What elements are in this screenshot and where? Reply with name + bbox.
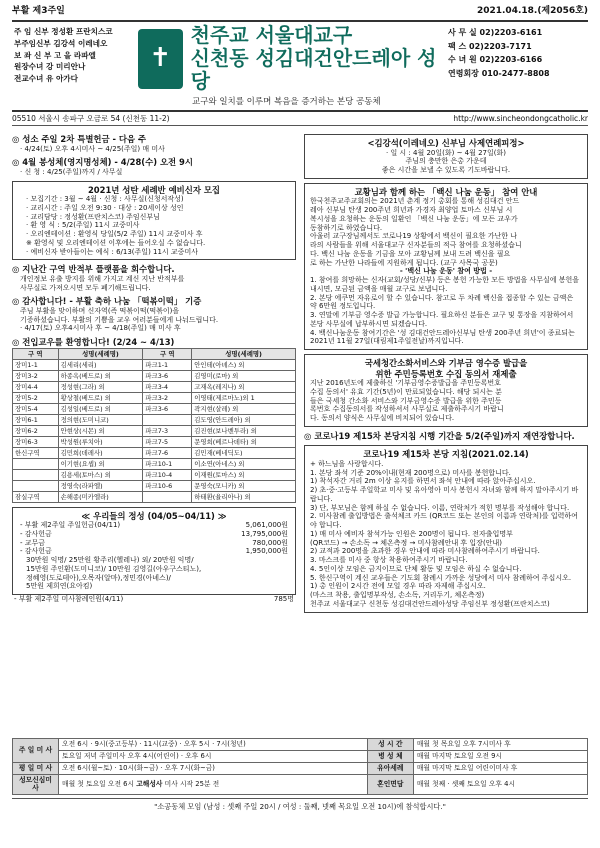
table-cell: 파크3-6 xyxy=(143,370,192,381)
schedule-label: 주 일 미 사 xyxy=(13,739,59,763)
table-cell: 장미5-2 xyxy=(13,392,59,403)
offering-label: - 교무금 xyxy=(20,538,46,547)
notice-line: 개인정보 유출 방지를 위해 가지고 계신 지난 반적부를 xyxy=(20,274,185,283)
table-header: 성명(세례명) xyxy=(58,348,143,359)
notice-line: 좋은 시간을 보낼 수 있도록 기도바랍니다. xyxy=(381,166,511,174)
address-bar xyxy=(12,112,588,126)
parish-title-area xyxy=(132,22,448,110)
guideline-line: 3. 마스크를 미사 중 항상 착용하여주시기 바랍니다. xyxy=(310,556,468,564)
notice-line: · 4/17(토) 오후4시미사 후 ~ 4/18(주일) 매 미사 후 xyxy=(20,324,181,333)
notice-line: 라의 사람들을 위해 서울대교구 신자분들의 적극 참여를 요청하셨습니 xyxy=(310,241,522,249)
left-column xyxy=(12,130,296,734)
notice-line: 한국천주교주교회의는 2021년 춘계 정기 총회를 통해 성김대건 안드 xyxy=(310,197,520,206)
table-cell: 한신구역 xyxy=(13,447,59,458)
list-item: 4. 백신나눔운동 참여기간은 '성 김대건안드레아신부님 탄생 200주년 희년'이 종료되는 2021년 11월 27일(대림제1주일전날)까지입니다. xyxy=(310,328,575,346)
offering-amount: 5,061,000원 xyxy=(245,521,288,529)
clergy-item: 보 좌 신 부 고 을 라파엘 xyxy=(14,50,96,60)
table-cell: 장미4-4 xyxy=(13,381,59,392)
table-cell: 김세리(세리) xyxy=(58,359,143,370)
table-row xyxy=(13,480,296,491)
guideline-line: 2) 초·중·고등부 주일학교 미사 및 유아영아 미사 봉헌시 자녀와 함께 하지 말아주시기 바랍니다. xyxy=(310,486,579,503)
notice-line: 동참하기로 하였습니다. xyxy=(310,223,383,232)
table-cell: 장미1-1 xyxy=(13,359,59,370)
notice-title: ◎ 감사합니다! - 부활 축하 나눔 「떡볶이떡」 기증 xyxy=(12,296,202,307)
notice-line: · 일 시 : 4월 20일(화) ~ 4월 27일(화) xyxy=(386,148,506,157)
footer-note: "소공동체 모임 (남성 : 셋째 주일 20시 / 여성 : 둘째, 넷째 목요일 오전 10시)에 참석합시다." xyxy=(12,798,588,811)
attendance-row xyxy=(12,595,296,604)
schedule-label: 혼인면담 xyxy=(367,775,413,795)
notice-title: ◎ 코로나19 제15차 본당지침 시행 기간을 5/2(주일)까지 재연장합니다. xyxy=(304,430,575,441)
table-cell xyxy=(13,480,59,491)
table-cell: 손해종(미카엘라) xyxy=(58,491,143,502)
schedule-value: 오전 6시 · 9시(중고등부) · 11시(교중) · 오후 5시 · 7시(청년) xyxy=(59,739,368,751)
contact-item: 팩 스 02)2203-7171 xyxy=(448,41,532,51)
offering-amount: 780,000원 xyxy=(252,538,288,547)
parish-name: 신천동 성김대건안드레아 성당 xyxy=(190,46,437,94)
notice-line: 록번호 수집동의서를 작성하셔서 사무실로 제출하주시기 바랍니 xyxy=(310,405,504,414)
table-cell: 이소연(아네스) 외 xyxy=(192,458,296,469)
top-line xyxy=(12,6,588,18)
notice-line: · 교리담당 : 정성환(프란치스코) 주임신부님 xyxy=(26,212,160,221)
table-cell: 정의현(도미니코) xyxy=(58,414,143,425)
notice-line: · 4/24(토) 오후 4시미사 ~ 4/25(주일) 매 미사 xyxy=(20,144,165,153)
table-row xyxy=(13,359,296,370)
offering-label: - 감사헌금 xyxy=(20,547,52,556)
notice-title: ◎ 전입교우를 환영합니다! (2/24 ~ 4/13) xyxy=(12,337,175,347)
table-cell: 파크1-1 xyxy=(143,359,192,370)
schedule-label: 성모신심미사 xyxy=(13,775,59,795)
clergy-item: 부주임신부 김강석 이레네오 xyxy=(14,38,108,48)
table-cell: 황상철(베드로) 외 xyxy=(58,392,143,403)
table-cell: 고재옥(레지나) 외 xyxy=(192,381,296,392)
notice-line: 30만원 익명/ 25만원 황주리(헬레나) 외/ 20만원 익명/ xyxy=(26,556,194,564)
notice-line: · 환 영 식 : 5/2(주일) 11시 교중미사 xyxy=(26,221,140,230)
list-item: 2. 본당 에쿠먼 자유로이 할 수 있습니다. 참고로 두 차례 백신을 접종할 수 있는 금액은 약 6만원 정도입니다. xyxy=(310,293,574,311)
box-title: 교황님과 함께 하는 「백신 나눔 운동」 참여 안내 xyxy=(354,186,538,197)
guideline-line: 5. 한신구역이 계신 교우들은 기도회 참례시 가까운 성당에서 미사 참례하여 주십시오. xyxy=(310,573,572,582)
schedule-value: 토요일 저녁 주일미사 오후 4시(어린이) · 오후 6시 xyxy=(59,751,368,763)
table-cell: 잠실구역 xyxy=(13,491,59,502)
box-title: 2021년 성탄 세례반 예비신자 모집 xyxy=(87,184,221,195)
guideline-line: 3) 단, 부모님은 함께 하실 수 없습니다. 이름, 연락처가 적힌 명부를 작성해야 합니다. xyxy=(310,503,570,512)
issue-sunday: 부활 제3주일 xyxy=(12,6,65,16)
clergy-item: 원장수녀 강 미리안나 xyxy=(14,62,86,72)
parish-logo-icon: ✝ xyxy=(138,29,183,89)
attendance-label: - 부활 제2주일 미사참례인원(4/11) xyxy=(14,595,124,603)
table-cell: 파크3-2 xyxy=(143,392,192,403)
notice-line: 15만원 주인환(도미니코)/ 10만원 김영길(아우구스티노), xyxy=(26,564,202,573)
table-row xyxy=(13,425,296,436)
table-cell: 김성일(베드로) 외 xyxy=(58,403,143,414)
clergy-item: 전교수녀 유 아가다 xyxy=(14,74,78,84)
table-cell: 이기현(요셉) 외 xyxy=(58,458,143,469)
schedule-label: 유아세례 xyxy=(367,763,413,775)
table-row xyxy=(18,521,290,530)
table-cell: 장미6-3 xyxy=(13,436,59,447)
table-cell xyxy=(143,414,192,425)
notice-title: ◎ 성소 주일 2차 특별헌금 - 다음 주 xyxy=(12,134,147,144)
table-cell: 김영미(로마) 외 xyxy=(192,370,296,381)
table-cell xyxy=(13,469,59,480)
issue-date: 2021.04.18.(제2056호) xyxy=(476,6,588,16)
table-cell: 파크7-6 xyxy=(143,447,192,458)
table-cell: 김민재(베네딕도) xyxy=(192,447,296,458)
baptism-class-box xyxy=(12,181,296,261)
notice-line: 정혜영(도로테아),오목자(알마),정민경(아녜스)/ xyxy=(26,573,171,582)
offering-amount: 1,950,000원 xyxy=(245,547,288,556)
table-cell: 이재원(토마스) 외 xyxy=(192,469,296,480)
postal-address: 05510 서울시 송파구 오금로 54 (신천동 11-2) xyxy=(12,114,170,123)
notice-line: · 신 청 : 4/25(주일)까지 / 사무실 xyxy=(20,167,123,176)
table-header: 구 역 xyxy=(143,348,192,359)
schedule-value: 매월 첫 목요일 오후 7시미사 후 xyxy=(413,739,587,751)
table-cell: 파크7-3 xyxy=(143,425,192,436)
table-row xyxy=(13,403,296,414)
table-row xyxy=(13,392,296,403)
table-cell: 파크3-6 xyxy=(143,403,192,414)
table-cell: 이영태(제르마노)외 1 xyxy=(192,392,296,403)
schedule-value: 매월 마지막 토요일 오전 9시 xyxy=(413,751,587,763)
table-row xyxy=(13,447,296,458)
guideline-line: 2) 교적과 200명을 초과한 경우 안내에 따라 미사참례하여주시기 바랍니다. xyxy=(310,547,540,556)
table-cell: 파크10-4 xyxy=(143,469,192,480)
table-cell: 장미3-2 xyxy=(13,370,59,381)
guideline-line: 천주교 서울대교구 신천동 성김대건안드레아성당 주임신부 정성환(프란치스코) xyxy=(310,599,550,608)
box-title: 국세청간소화서비스와 기부금 영수증 발급을 xyxy=(364,358,528,368)
clergy-list xyxy=(12,22,132,110)
notice-line: 들은 국세청 간소화 서비스와 기부금영수증 발급을 위한 주민등 xyxy=(310,396,502,405)
table-row xyxy=(13,458,296,469)
table-cell: 하종옥(베드로) 외 xyxy=(58,370,143,381)
table-row xyxy=(18,530,290,539)
contact-item: 사 무 실 02)2203-6161 xyxy=(448,28,543,37)
guideline-line: 1) 총 인원이 2시간 전에 모일 경우 따라 자제해 주십시오. xyxy=(310,582,486,591)
table-cell: 파크10-1 xyxy=(143,458,192,469)
guideline-line: 2. 미사참례 출입방법은 출석체크 카드 (QR코드 또는 본인의 이름과 연락처)를 입력하여야 합니다. xyxy=(310,512,578,529)
table-cell: 곽지현(살레) 외 xyxy=(192,403,296,414)
schedule-value: 매월 첫 토요일 오전 6시 고해성사 미사 시작 25분 전 xyxy=(59,775,368,795)
table-cell: 장미5-4 xyxy=(13,403,59,414)
offering-box xyxy=(12,507,296,596)
notice-line: · 교리시간 : 주일 오전 9:30 · 대상 : 20세이상 성인 xyxy=(26,203,184,212)
table-row xyxy=(13,370,296,381)
offering-label: - 감사헌금 xyxy=(20,529,52,538)
notice-line: · 모집기간 : 3월 ~ 4월 · 신청 : 사무실(신청서작성) xyxy=(26,195,184,203)
table-row xyxy=(13,414,296,425)
schedule-label: 고해성사 xyxy=(136,780,163,789)
schedule-label: 병 성 체 xyxy=(367,751,413,763)
notice-line: 기증하셨습니다. 부활의 기쁨을 교우 여러분들에게 나눠드립니다. xyxy=(20,315,219,324)
table-cell: 김도영(안드레아) 외 xyxy=(192,414,296,425)
notice-line: ※ 환영식 및 오리엔테이션 이후에는 들어오실 수 없습니다. xyxy=(26,238,206,247)
notice-line: 지난 2016년도에 제출하신 '기부금영수증발급을 주민등록번호 xyxy=(310,379,501,387)
notice-line: · 예비신자 받아들이는 예식 : 6/13(주일) 11시 교중미사 xyxy=(26,247,198,256)
table-cell: 문영희(베르나데타) 외 xyxy=(192,436,296,447)
box-title: 코로나19 제15차 본당 지침(2021.02.14) xyxy=(363,449,529,460)
table-row xyxy=(13,381,296,392)
offering-table xyxy=(18,521,290,556)
guideline-line: 1) 매 미사 예비자 참석가능 인원은 200명이 됩니다. 전자출입명부 xyxy=(310,529,513,538)
contact-item: 연령회장 010-2477-8808 xyxy=(448,68,550,78)
contact-list xyxy=(448,22,588,110)
table-cell: 박성원(루치아) xyxy=(58,436,143,447)
table-cell: 안현상(시몬) 외 xyxy=(58,425,143,436)
table-row xyxy=(13,436,296,447)
offering-label: - 부활 제2주일 주일헌금(04/11) xyxy=(20,521,121,529)
tax-consent-box xyxy=(304,354,588,427)
table-cell xyxy=(13,458,59,469)
vaccine-box xyxy=(304,183,588,350)
notice-line: 수집 동의서' 유효 기간(5년)이 만료되었습니다. 해당 되시는 분 xyxy=(310,387,502,396)
list-item: 1. 참여를 희망하는 신자(교회/성당/신부) 등은 봉헌 가능한 모든 방법을 사무실에 봉헌을 내시면, 모금된 금액을 매월 교구로 보냅니다. xyxy=(310,276,580,293)
table-cell: 김진현(보나벤투라) 외 xyxy=(192,425,296,436)
box-subtitle: - '백신 나눔 운동' 참여 방법 - xyxy=(399,267,493,276)
table-cell: 정영숙(라파엘) xyxy=(58,480,143,491)
website-link[interactable]: http://www.sincheondongcatholic.kr xyxy=(453,114,588,123)
table-row xyxy=(18,539,290,548)
schedule-value: 매월 마지막 토요일 어린이미사 후 xyxy=(413,763,587,775)
table-cell: 김용세(토마스) 외 xyxy=(58,469,143,480)
schedule-label: 평 일 미 사 xyxy=(13,763,59,775)
table-cell xyxy=(143,491,192,502)
box-title: ≪ 우리들의 정성 (04/05~04/11) ≫ xyxy=(81,510,227,521)
table-row xyxy=(18,547,290,556)
table-row xyxy=(13,469,296,480)
notice-line: 복시성을 요청하는 운동의 일환인 「백신 나눔 운동」에 모든 교우가 xyxy=(310,214,518,223)
header xyxy=(12,20,588,112)
notice-title: ◎ 지난간 구역 반적부 플랫폼을 회수합니다. xyxy=(12,264,175,275)
notice-line: 사무실로 가져오시면 모두 폐기해드립니다. xyxy=(20,283,151,292)
table-header: 구 역 xyxy=(13,348,59,359)
notice-line: 아울러 교구장님께서도 코로나19 상황에서 백신이 필요한 가난한 나 xyxy=(310,232,518,241)
notice-line: 주님의 충만한 은총 가운데 xyxy=(405,157,487,166)
table-cell: 김민희(데레사) xyxy=(58,447,143,458)
schedule-label: 성 시 간 xyxy=(367,739,413,751)
guideline-line: 1. 본당 좌석 기준 20%이내(현재 200명으로) 미사를 봉헌합니다. xyxy=(310,468,511,477)
list-item: 3. 연말에 기부금 영수증 발급 가능합니다. 필요하신 분들은 교구 및 통장을 지참하여서 본당 사무실에 납부하시면 되겠습니다. xyxy=(310,311,574,328)
parish-motto: 교구와 일치를 이루며 복음을 증거하는 본당 공동체 xyxy=(192,97,381,108)
guideline-line: 1) 착석자간 거리 2m 이상 유지를 하면서 좌석 안내에 따라 앉아주십시오. xyxy=(310,477,536,486)
notice-line: · 오리엔테이션 : 환영식 당일(5/2 주일) 11시 교중미사 후 xyxy=(26,230,203,238)
table-row xyxy=(13,491,296,502)
guideline-line: + 하느님을 사랑합시다. xyxy=(310,459,384,468)
table-cell: 안인테(아녜스) 외 xyxy=(192,359,296,370)
table-cell: 장미6-2 xyxy=(13,425,59,436)
table-cell: 파크10-6 xyxy=(143,480,192,491)
covid-guideline-box xyxy=(304,445,588,612)
retreat-box xyxy=(304,134,588,179)
table-cell: 파크3-4 xyxy=(143,381,192,392)
guideline-line: (QR코드) → 손소독 → 체온측정 → 미사참례안내 후 입장(안내) xyxy=(310,538,502,547)
offering-amount: 13,795,000원 xyxy=(241,529,288,538)
clergy-item: 주 임 신부 정성환 프란치스코 xyxy=(14,27,113,36)
guideline-line: 4. 5인이상 모임은 금지이므로 단체 활동 및 모임은 하실 수 없습니다. xyxy=(310,564,522,573)
table-cell: 문영숙(모니카) 외 xyxy=(192,480,296,491)
table-cell: 하태환(율리아나) 외 xyxy=(192,491,296,502)
notice-line: 레아 신부님 탄생 200주년 희년과 가경자 최양업 토마스 신부님 시 xyxy=(310,206,513,214)
notice-title: ◎ 4월 봉성체(영지명성체) - 4/28(수) 오전 9시 xyxy=(12,157,193,168)
table-cell: 정성현(그라) 외 xyxy=(58,381,143,392)
schedule-value: 매월 첫째 · 셋째 토요일 오후 4시 xyxy=(413,775,587,795)
notice-line: 다. 백신 나눔 운동을 기금을 모아 교황님께 보내 드려 백신을 필요 xyxy=(310,249,511,258)
parish-diocese: 천주교 서울대교구 xyxy=(190,23,353,48)
notice-line: 주님 부활을 맞이하며 신자역(즉 떡볶이떡(떡볶이)을 xyxy=(20,306,180,315)
table-header: 성명(세례명) xyxy=(192,348,296,359)
attendance-value: 785명 xyxy=(273,595,294,603)
newcomers-table xyxy=(12,348,296,503)
notice-line: 5만원 제희연(요아킴) xyxy=(26,582,93,591)
notice-line: 다. 동의서 양식은 사무실에 비치되어 있습니다. xyxy=(310,414,455,422)
table-cell: 파크7-5 xyxy=(143,436,192,447)
schedule-value: 오전 6시(월~토) · 10시(화~금) · 오후 7시(화~금) xyxy=(59,763,368,775)
table-cell: 장미6-1 xyxy=(13,414,59,425)
right-column xyxy=(304,130,588,734)
notice-line: 로 하는 가난한 나라들에 지원하게 됩니다. (교구 사목국 공문) xyxy=(310,258,498,267)
contact-item: 수 녀 원 02)2203-6166 xyxy=(448,55,543,65)
box-title: 위한 주민등록번호 수집 동의서 재제출 xyxy=(375,368,517,379)
box-title: <김강석(이레네오) 신부님 사제연례피정> xyxy=(367,138,525,148)
mass-schedule-table xyxy=(12,738,588,795)
guideline-line: (마스크 착용, 출입명부작성, 손소독, 거리두기, 체온측정) xyxy=(310,591,485,599)
